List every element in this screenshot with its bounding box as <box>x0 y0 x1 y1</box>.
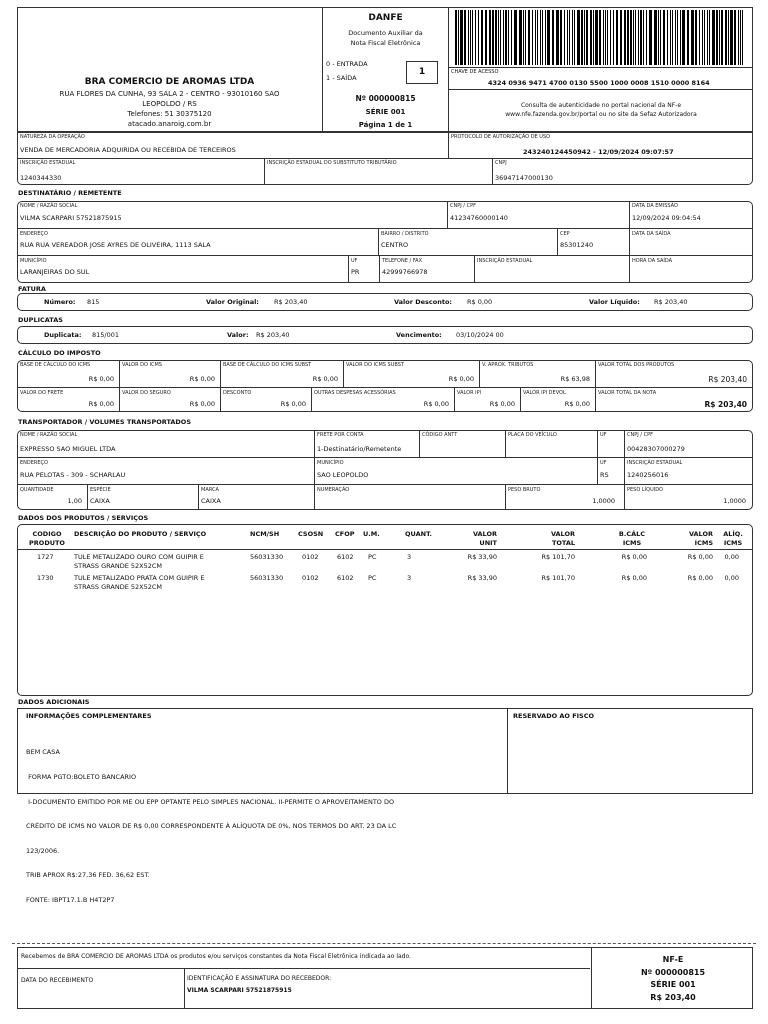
address-line-1: RUA FLORES DA CUNHA, 93 SALA 2 - CENTRO - 93010160 SAO <box>59 90 280 98</box>
company-name: BRA COMERCIO DE AROMAS LTDA <box>84 77 255 87</box>
barcode-bar <box>472 10 473 65</box>
barcode-bar <box>535 10 536 65</box>
duplicata-venc: 03/10/2024 00 <box>456 331 504 339</box>
hdr-cfop: CFOP <box>335 530 355 538</box>
dest-nome-label: NOME / RAZÃO SOCIAL <box>20 203 78 209</box>
imp-label: DESCONTO <box>223 390 252 396</box>
barcode-bar <box>547 10 550 65</box>
barcode-bar <box>624 10 626 65</box>
barcode-bar <box>682 10 685 65</box>
duplicata-venc-label: Vencimento: <box>396 331 442 339</box>
hdr-total: TOTAL <box>551 539 575 547</box>
item-desc: TULE METALIZADO OURO COM GUIPIR E <box>74 553 204 561</box>
item-csosn: 0102 <box>302 553 319 561</box>
imp-label: VALOR IPI DEVOL <box>523 390 566 396</box>
transp-cnpj: 00428307000279 <box>627 445 685 453</box>
transp-ie-label: INSCRIÇÃO ESTADUAL <box>627 460 683 466</box>
duplicata-valor: R$ 203,40 <box>256 331 290 339</box>
barcode-bar <box>691 10 694 65</box>
canhoto-data-label: DATA DO RECEBIMENTO <box>21 977 94 984</box>
barcode-bar <box>528 10 530 65</box>
barcode-bar <box>577 10 580 65</box>
company-address <box>17 89 322 129</box>
barcode-bar <box>567 10 568 65</box>
dest-bairro-label: BAIRRO / DISTRITO <box>381 231 429 237</box>
dest-endereco-label: ENDEREÇO <box>20 231 48 237</box>
info-line: 123/2006. <box>26 846 60 855</box>
barcode-bar <box>616 10 618 65</box>
item-um: PC <box>368 574 377 582</box>
danfe-subtitle <box>322 28 449 48</box>
address-line-2: LEOPOLDO / RS <box>142 100 197 108</box>
barcode-bar <box>738 10 739 65</box>
item-aliq: 0,00 <box>724 553 739 561</box>
barcode-bar <box>470 10 471 65</box>
item-ncm: 56031330 <box>250 553 284 561</box>
info-line: FORMA PGTO:BOLETO BANCARIO <box>26 773 137 782</box>
barcode-bar <box>525 10 526 65</box>
ie-label: INSCRIÇÃO ESTADUAL <box>20 160 76 166</box>
entrada-label: 0 - ENTRADA <box>326 60 368 68</box>
barcode-bar <box>605 10 606 65</box>
hdr-aliq: ALÍQ. <box>723 530 743 538</box>
canhoto-recebedor: VILMA SCARPARI 57521875915 <box>187 987 292 994</box>
barcode-bar <box>695 10 697 65</box>
barcode-bar <box>699 10 700 65</box>
imp-label: VALOR DO SEGURO <box>122 390 171 396</box>
barcode-bar <box>519 10 522 65</box>
danfe-serie: SÉRIE 001 <box>365 108 406 116</box>
transp-especie-label: ESPÉCIE <box>90 487 111 493</box>
canhoto-box <box>17 947 753 1009</box>
hdr-descricao: DESCRIÇÃO DO PRODUTO / SERVIÇO <box>74 530 207 538</box>
imp-value: R$ 0,00 <box>88 375 114 383</box>
imp-label: V. APROX. TRIBUTOS <box>482 362 534 368</box>
item-codigo: 1730 <box>37 574 54 582</box>
barcode-bar <box>730 10 733 65</box>
barcode-bar <box>475 10 476 65</box>
barcode-bar <box>455 10 457 65</box>
barcode-bar <box>560 10 562 65</box>
imp-value: R$ 0,00 <box>280 400 306 408</box>
imp-value: R$ 0,00 <box>88 400 114 408</box>
cnpj-label: CNPJ <box>495 160 507 166</box>
barcode-bar <box>542 10 543 65</box>
transp-municipio-label: MUNICÍPIO <box>317 460 344 466</box>
barcode-bar <box>680 10 681 65</box>
barcode-bar <box>672 10 673 65</box>
barcode-bar <box>523 10 524 65</box>
dest-saida-label: DATA DA SAÍDA <box>632 231 671 237</box>
info-line: BEM CASA <box>26 748 60 757</box>
fatura-original: R$ 203,40 <box>274 298 308 306</box>
barcode-bar <box>498 10 499 65</box>
transp-pesol: 1,0000 <box>723 497 746 505</box>
table-row <box>17 553 753 575</box>
produtos-title: DADOS DOS PRODUTOS / SERVIÇOS <box>18 514 149 522</box>
fatura-desconto: R$ 0,00 <box>467 298 493 306</box>
duplicatas-title: DUPLICATAS <box>18 316 63 324</box>
canhoto-nfe: NF-E <box>662 955 684 964</box>
consulta-line-2: www.nfe.fazenda.gov.br/portal ou no site da Sefaz Autorizadora <box>505 111 697 118</box>
fatura-box <box>17 293 753 311</box>
imp-label: BASE DE CÁLCULO DO ICMS <box>20 362 91 368</box>
imp-label: VALOR TOTAL DOS PRODUTOS <box>598 362 675 368</box>
barcode-bar <box>590 10 592 65</box>
barcode-bar <box>630 10 632 65</box>
canhoto-dashed-line <box>12 943 756 944</box>
item-quant: 3 <box>407 553 412 561</box>
barcode-bar <box>532 10 533 65</box>
fatura-desconto-label: Valor Desconto: <box>394 298 453 306</box>
natureza-field <box>17 132 449 159</box>
info-text <box>26 732 396 921</box>
duplicata-valor-label: Valor: <box>227 331 249 339</box>
barcode-bar <box>712 10 715 65</box>
barcode-bar <box>620 10 622 65</box>
imp-label: BASE DE CÁLCULO DO ICMS SUBST <box>223 362 312 368</box>
ie-value: 1240344330 <box>20 174 62 182</box>
barcode-bar <box>725 10 727 65</box>
barcode-bar <box>654 10 657 65</box>
imp-label: OUTRAS DESPESAS ACESSÓRIAS <box>314 390 396 396</box>
hdr-csosn: CSOSN <box>298 530 324 538</box>
dest-nome: VILMA SCARPARI 57521875915 <box>20 214 122 222</box>
barcode-bar <box>540 10 541 65</box>
barcode-bar <box>728 10 729 65</box>
barcode-bar <box>707 10 708 65</box>
barcode-bar <box>593 10 594 65</box>
hdr-vicms: VALOR <box>688 530 713 538</box>
adicionais-box <box>17 708 753 905</box>
table-row <box>17 574 753 596</box>
imp-label: VALOR DO FRETE <box>20 390 64 396</box>
consulta-line-1: Consulta de autenticidade no portal nacional da NF-e <box>520 102 682 109</box>
transp-municipio: SAO LEOPOLDO <box>317 471 369 479</box>
imp-value: R$ 0,00 <box>189 375 215 383</box>
barcode-bar <box>658 10 659 65</box>
transp-antt-label: CÓDIGO ANTT <box>422 432 458 438</box>
chave-label: CHAVE DE ACESSO <box>451 69 499 75</box>
item-vicms: R$ 0,00 <box>687 574 713 582</box>
barcode-bar <box>610 10 611 65</box>
item-ncm: 56031330 <box>250 574 284 582</box>
info-line: TRIB APROX R$:27,36 FED. 36,62 EST. <box>26 871 150 880</box>
imp-label: VALOR DO ICMS SUBST <box>346 362 404 368</box>
dest-endereco: RUA RUA VEREADOR JOSE AYRES DE OLIVEIRA, 1113 SALA <box>20 241 211 249</box>
transp-frete-label: FRETE POR CONTA <box>317 432 364 438</box>
barcode-bar <box>574 10 575 65</box>
item-quant: 3 <box>407 574 412 582</box>
canhoto-recebemos: Recebemos de BRA COMERCIO DE AROMAS LTDA os produtos e/ou serviços constantes da Nota Fiscal Eletrônica indicada ao lado. <box>21 953 411 960</box>
danfe-sub-1: Documento Auxiliar da <box>348 29 423 37</box>
company-phone: Telefones: 51 30375120 <box>127 110 212 118</box>
info-line: I-DOCUMENTO EMITIDO POR ME OU EPP OPTANTE PELO SIMPLES NACIONAL. II-PERMITE O APROVEITAMENTO DO <box>26 797 395 806</box>
tipo-box: 1 <box>406 61 438 84</box>
canhoto-numero: Nº 000000815 <box>640 967 706 977</box>
danfe-pagina: Página 1 de 1 <box>358 121 413 129</box>
iest-label: INSCRIÇÃO ESTADUAL DO SUBSTITUTO TRIBUTÁRIO <box>267 160 397 166</box>
barcode-bar <box>677 10 678 65</box>
item-codigo: 1727 <box>37 553 54 561</box>
item-unit: R$ 33,90 <box>467 553 497 561</box>
barcode-bar <box>468 10 469 65</box>
barcode-bar <box>638 10 639 65</box>
transp-numeracao-label: NUMERAÇÃO <box>317 487 350 493</box>
barcode-bar <box>704 10 705 65</box>
dest-box <box>17 201 753 283</box>
item-desc-2: STRASS GRANDE 52X52CM <box>74 583 163 591</box>
barcode-bar <box>734 10 736 65</box>
transp-especie: CAIXA <box>90 497 110 505</box>
barcode-bar <box>503 10 504 65</box>
transp-nome-label: NOME / RAZÃO SOCIAL <box>20 432 78 438</box>
transp-frete: 1-Destinatário/Remetente <box>317 445 402 453</box>
barcode-bar <box>719 10 720 65</box>
natureza-value: VENDA DE MERCADORIA ADQUIRIDA OU RECEBIDA DE TERCEIROS <box>20 146 236 154</box>
barcode-bar <box>458 10 459 65</box>
dest-municipio-label: MUNICÍPIO <box>20 258 47 264</box>
dest-emissao: 12/09/2024 09:04:54 <box>632 214 701 222</box>
fatura-title: FATURA <box>18 285 46 293</box>
hdr-valor-unit: VALOR <box>472 530 497 538</box>
duplicata-value: 815/001 <box>92 331 120 339</box>
transp-uf-label: UF <box>600 432 607 438</box>
duplicata-label: Duplicata: <box>44 331 82 339</box>
imp-value: R$ 0,00 <box>189 400 215 408</box>
barcode-bar <box>702 10 703 65</box>
barcode-bar <box>481 10 483 65</box>
dest-cep-label: CEP <box>560 231 570 237</box>
barcode-bar <box>586 10 588 65</box>
transp-uf2-label: UF <box>600 460 607 466</box>
item-cfop: 6102 <box>337 574 354 582</box>
barcode-bar <box>489 10 491 65</box>
info-line: CRÉDITO DE ICMS NO VALOR DE R$ 0,00 CORRESPONDENTE À ALÍQUOTA DE 0%, NOS TERMOS DO ART. 23 DA LC <box>26 822 397 831</box>
imp-total-produtos: R$ 203,40 <box>708 375 747 384</box>
dest-uf-label: UF <box>351 258 358 264</box>
transp-endereco-label: ENDEREÇO <box>20 460 48 466</box>
hdr-vicms-icms: ICMS <box>694 539 713 547</box>
item-cfop: 6102 <box>337 553 354 561</box>
transp-qtd: 1,00 <box>67 497 82 505</box>
hdr-produto: PRODUTO <box>29 539 65 547</box>
dest-emissao-label: DATA DA EMISSÃO <box>632 203 678 209</box>
transp-placa-label: PLACA DO VEÍCULO <box>508 432 557 438</box>
hdr-bcalc: B.CÁLC <box>618 530 646 538</box>
imp-value: R$ 0,00 <box>423 400 449 408</box>
imp-label: VALOR DO ICMS <box>122 362 162 368</box>
dest-ie-label: INSCRIÇÃO ESTADUAL <box>477 258 533 264</box>
barcode-bar <box>721 10 723 65</box>
dest-uf: PR <box>351 268 360 276</box>
barcode-bar <box>635 10 636 65</box>
chave-acesso: 4324 0936 9471 4700 0130 5500 1000 0008 1510 0000 8164 <box>488 79 710 87</box>
dest-municipio: LARANJEIRAS DO SUL <box>20 268 90 276</box>
item-desc: TULE METALIZADO PRATA COM GUIPIR E <box>74 574 205 582</box>
transp-endereco: RUA PELOTAS - 309 - SCHARLAU <box>20 471 126 479</box>
barcode-bar <box>556 10 559 65</box>
barcode-bar <box>492 10 494 65</box>
imp-total-nota: R$ 203,40 <box>704 400 747 409</box>
dest-hora-label: HORA DA SAÍDA <box>632 258 673 264</box>
barcode-bar <box>478 10 479 65</box>
barcode-bar <box>599 10 601 65</box>
item-um: PC <box>368 553 377 561</box>
company-site: atacado.anaroig.com.br <box>127 120 212 128</box>
saida-label: 1 - SAÍDA <box>326 74 357 82</box>
produtos-header <box>17 527 753 549</box>
barcode-bar <box>584 10 585 65</box>
transp-qtd-label: QUANTIDADE <box>20 487 54 493</box>
protocolo-field <box>449 132 753 159</box>
hdr-um: U.M. <box>363 530 380 538</box>
imp-value: R$ 0,00 <box>564 400 590 408</box>
imp-label: VALOR IPI <box>457 390 482 396</box>
item-desc-2: STRASS GRANDE 52X52CM <box>74 562 163 570</box>
transp-box <box>17 430 753 510</box>
barcode-bar <box>552 10 554 65</box>
barcode-bar <box>649 10 652 65</box>
barcode-bar <box>464 10 466 65</box>
dest-cnpj-label: CNPJ / CPF <box>450 203 476 209</box>
barcode-bar <box>670 10 671 65</box>
imp-value: R$ 0,00 <box>489 400 515 408</box>
barcode-bar <box>716 10 718 65</box>
barcode-bar <box>569 10 570 65</box>
item-bcalc: R$ 0,00 <box>621 574 647 582</box>
dest-title: DESTINATÁRIO / REMETENTE <box>18 189 122 197</box>
protocolo-value: 243240124450942 - 12/09/2024 09:07:57 <box>523 148 674 156</box>
barcode-bar <box>460 10 463 65</box>
barcode-bar <box>603 10 604 65</box>
canhoto-ident-label: IDENTIFICAÇÃO E ASSINATURA DO RECEBEDOR: <box>187 975 332 982</box>
barcode-bar <box>740 10 741 65</box>
canhoto-valor: R$ 203,40 <box>650 992 696 1002</box>
imp-label: VALOR TOTAL DA NOTA <box>598 390 657 396</box>
ie-row <box>17 159 753 185</box>
dest-cep: 85301240 <box>560 241 594 249</box>
adicionais-title: DADOS ADICIONAIS <box>18 698 90 706</box>
hdr-valor-total: VALOR <box>550 530 575 538</box>
barcode-bar <box>572 10 573 65</box>
item-vicms: R$ 0,00 <box>687 553 713 561</box>
hdr-quant: QUANT. <box>405 530 432 538</box>
imposto-title: CÁLCULO DO IMPOSTO <box>18 349 101 357</box>
hdr-aliq-icms: ICMS <box>723 539 743 547</box>
barcode-bar <box>595 10 598 65</box>
item-total: R$ 101,70 <box>541 553 575 561</box>
barcode-bar <box>643 10 644 65</box>
imposto-box <box>17 360 753 412</box>
transp-pesob-label: PESO BRUTO <box>508 487 541 493</box>
fatura-numero: 815 <box>87 298 100 306</box>
barcode <box>455 10 747 65</box>
fatura-liquido: R$ 203,40 <box>654 298 688 306</box>
transp-cnpj-label: CNPJ / CPF <box>627 432 653 438</box>
canhoto-nfe-info <box>592 954 754 1004</box>
danfe-sub-2: Nota Fiscal Eletrônica <box>350 39 421 47</box>
item-bcalc: R$ 0,00 <box>621 553 647 561</box>
barcode-bar <box>514 10 517 65</box>
dest-cnpj: 41234760000140 <box>450 214 508 222</box>
duplicatas-box <box>17 326 753 344</box>
item-aliq: 0,00 <box>724 574 739 582</box>
barcode-bar <box>646 10 647 65</box>
transp-marca: CAIXA <box>201 497 221 505</box>
protocolo-label: PROTOCOLO DE AUTORIZAÇÃO DE USO <box>451 134 551 140</box>
barcode-bar <box>545 10 546 65</box>
barcode-bar <box>742 10 743 65</box>
barcode-bar <box>581 10 583 65</box>
hdr-codigo: CODIGO <box>32 530 62 538</box>
barcode-bar <box>511 10 512 65</box>
cnpj-value: 36947147000130 <box>495 174 553 182</box>
hdr-unit: UNIT <box>479 539 497 547</box>
danfe-numero: Nº 000000815 <box>355 94 416 103</box>
info-title: INFORMAÇÕES COMPLEMENTARES <box>26 712 152 720</box>
dest-bairro: CENTRO <box>381 241 409 249</box>
barcode-bar <box>675 10 676 65</box>
hdr-bcalc-icms: ICMS <box>622 539 642 547</box>
barcode-bar <box>537 10 538 65</box>
barcode-bar <box>505 10 507 65</box>
imp-value: R$ 0,00 <box>448 375 474 383</box>
barcode-bar <box>660 10 661 65</box>
dest-fone: 42999766978 <box>382 268 428 276</box>
fatura-numero-label: Número: <box>44 298 76 306</box>
imp-value: R$ 63,98 <box>560 375 590 383</box>
item-csosn: 0102 <box>302 574 319 582</box>
item-total: R$ 101,70 <box>541 574 575 582</box>
barcode-bar <box>640 10 642 65</box>
barcode-bar <box>485 10 487 65</box>
transp-uf2: RS <box>600 471 609 479</box>
barcode-bar <box>508 10 509 65</box>
hdr-ncm: NCM/SH <box>250 530 280 538</box>
item-unit: R$ 33,90 <box>467 574 497 582</box>
transp-marca-label: MARCA <box>201 487 219 493</box>
barcode-bar <box>663 10 665 65</box>
canhoto-serie: SÉRIE 001 <box>650 980 696 989</box>
transp-nome: EXPRESSO SAO MIGUEL LTDA <box>20 445 116 453</box>
transp-title: TRANSPORTADOR / VOLUMES TRANSPORTADOS <box>18 418 192 426</box>
fisco-title: RESERVADO AO FISCO <box>513 712 595 720</box>
transp-pesol-label: PESO LÍQUIDO <box>627 487 663 493</box>
consulta-text <box>449 101 753 119</box>
info-line: FONTE: IBPT17.1.B H4T2P7 <box>26 896 115 905</box>
barcode-bar <box>613 10 614 65</box>
natureza-label: NATUREZA DA OPERAÇÃO <box>20 134 85 140</box>
barcode-bar <box>633 10 634 65</box>
dest-fone-label: TELEFONE / FAX <box>382 258 422 264</box>
barcode-bar <box>687 10 689 65</box>
barcode-bar <box>709 10 710 65</box>
fatura-liquido-label: Valor Líquido: <box>589 298 640 306</box>
fatura-original-label: Valor Original: <box>206 298 259 306</box>
barcode-bar <box>627 10 629 65</box>
barcode-bar <box>607 10 608 65</box>
transp-ie: 1240256016 <box>627 471 669 479</box>
barcode-bar <box>500 10 501 65</box>
barcode-bar <box>667 10 668 65</box>
barcode-bar <box>564 10 565 65</box>
danfe-title: DANFE <box>368 13 403 23</box>
barcode-bar <box>495 10 497 65</box>
imp-value: R$ 0,00 <box>312 375 338 383</box>
transp-pesob: 1,0000 <box>592 497 615 505</box>
